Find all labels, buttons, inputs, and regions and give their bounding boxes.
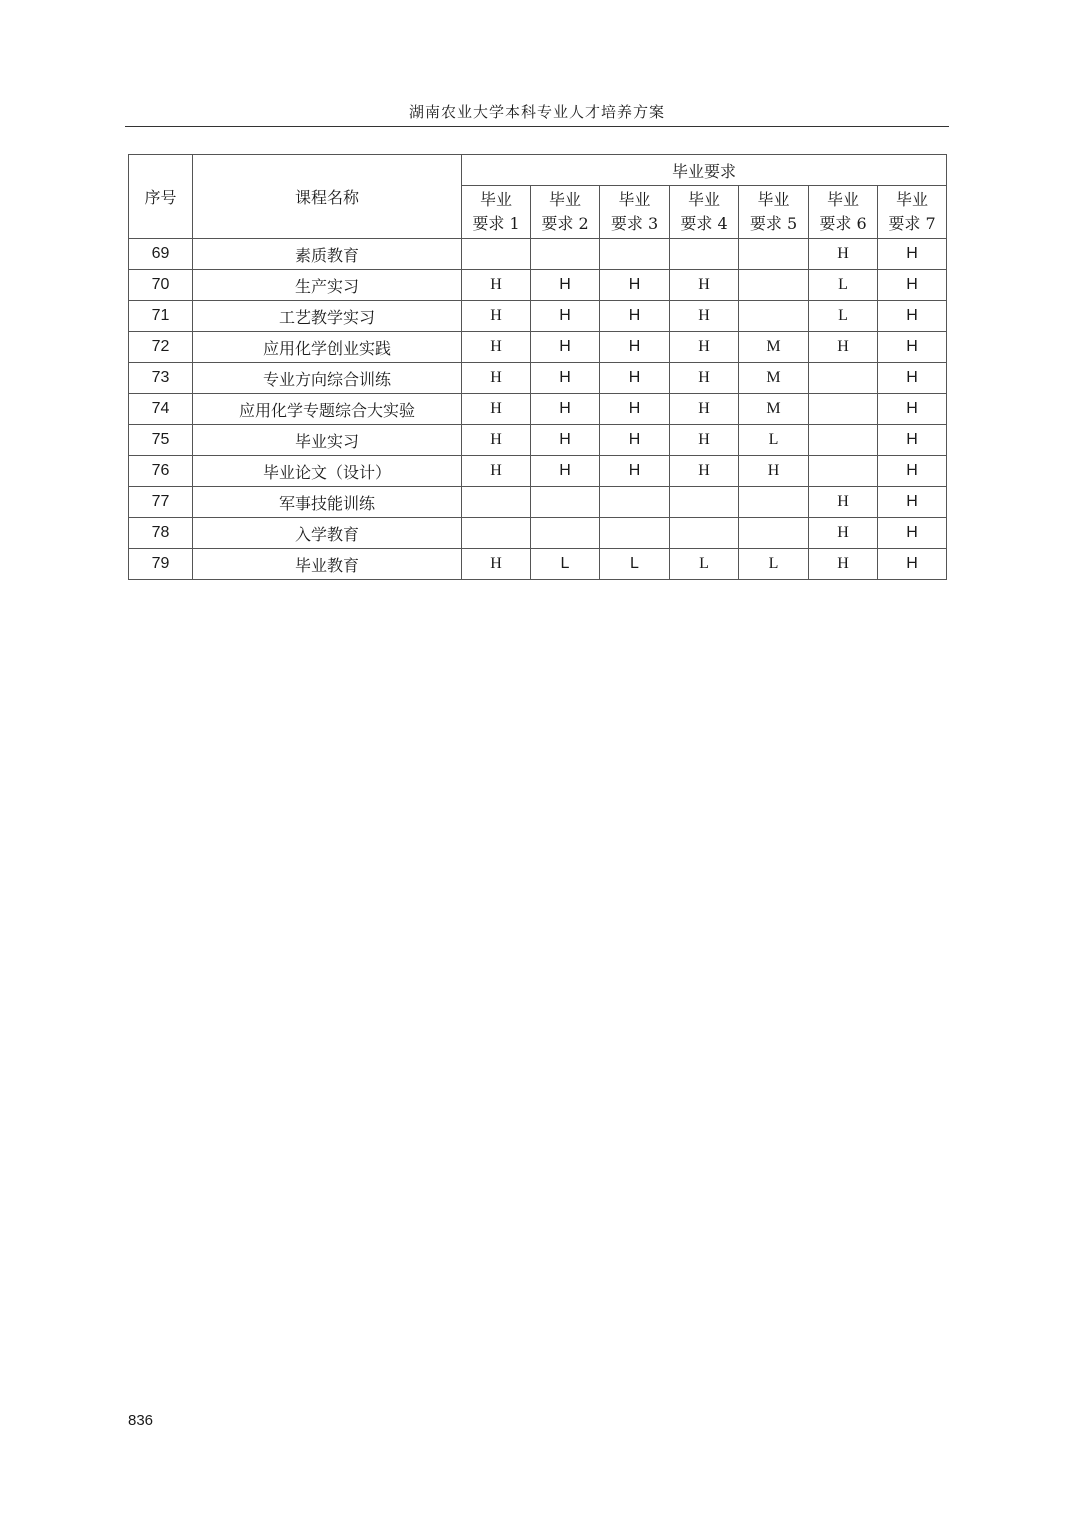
requirement-cell-7: H [878, 301, 947, 332]
requirement-cell-6: H [809, 487, 878, 518]
requirement-cell-2: H [531, 301, 600, 332]
requirement-cell-2 [531, 518, 600, 549]
row-seq: 72 [129, 332, 193, 363]
row-course-name: 专业方向综合训练 [193, 363, 462, 394]
header-requirement-3 [600, 186, 670, 239]
header-requirement-line1: 毕业 [687, 190, 720, 209]
header-requirement-line2: 要求 1 [472, 214, 520, 233]
requirement-cell-1: H [462, 301, 531, 332]
table-row [129, 487, 947, 518]
requirement-cell-6 [809, 394, 878, 425]
requirement-cell-7: H [878, 239, 947, 270]
table-row [129, 518, 947, 549]
row-seq: 75 [129, 425, 193, 456]
row-seq: 71 [129, 301, 193, 332]
row-course-name: 毕业实习 [193, 425, 462, 456]
header-requirement-line1: 毕业 [896, 190, 929, 209]
header-requirement-line1: 毕业 [757, 190, 790, 209]
requirement-cell-4: H [670, 332, 739, 363]
requirement-cell-7: H [878, 487, 947, 518]
requirement-cell-7: H [878, 394, 947, 425]
requirement-cell-4 [670, 518, 739, 549]
table-row [129, 301, 947, 332]
table-row [129, 549, 947, 580]
requirement-cell-1 [462, 239, 531, 270]
requirement-cell-1: H [462, 394, 531, 425]
page-number: 836 [128, 1412, 154, 1429]
header-requirement-line2: 要求 6 [819, 214, 867, 233]
requirement-cell-5 [739, 518, 809, 549]
requirement-cell-1: H [462, 425, 531, 456]
requirement-cell-2 [531, 487, 600, 518]
requirement-cell-1 [462, 487, 531, 518]
document-title: 湖南农业大学本科专业人才培养方案 [408, 103, 665, 121]
requirement-cell-1: H [462, 549, 531, 580]
header-requirement-line1: 毕业 [826, 190, 859, 209]
row-seq: 70 [129, 270, 193, 301]
requirement-cell-2: H [531, 270, 600, 301]
requirement-cell-6: H [809, 549, 878, 580]
requirement-cell-3: H [600, 301, 670, 332]
requirement-cell-4: H [670, 301, 739, 332]
requirement-cell-2: H [531, 456, 600, 487]
requirement-cell-4: H [670, 270, 739, 301]
table-row [129, 456, 947, 487]
requirement-cell-5 [739, 301, 809, 332]
row-course-name: 毕业教育 [193, 549, 462, 580]
requirement-cell-3: H [600, 394, 670, 425]
requirement-cell-2: H [531, 332, 600, 363]
table-row [129, 425, 947, 456]
header-requirement-line2: 要求 7 [888, 214, 936, 233]
requirement-cell-4 [670, 239, 739, 270]
requirement-cell-1: H [462, 363, 531, 394]
requirement-cell-5: M [739, 394, 809, 425]
requirement-cell-1 [462, 518, 531, 549]
requirement-cell-2: L [531, 549, 600, 580]
requirement-cell-4: L [670, 549, 739, 580]
requirement-cell-7: H [878, 549, 947, 580]
requirement-cell-3: H [600, 363, 670, 394]
header-requirement-line2: 要求 2 [541, 214, 589, 233]
header-requirement-line1: 毕业 [479, 190, 512, 209]
row-course-name: 应用化学专题综合大实验 [193, 394, 462, 425]
requirement-cell-3 [600, 518, 670, 549]
header-requirement-2 [531, 186, 600, 239]
requirement-cell-6 [809, 456, 878, 487]
row-course-name: 应用化学创业实践 [193, 332, 462, 363]
requirement-cell-3: H [600, 270, 670, 301]
table-row [129, 394, 947, 425]
requirement-cell-7: H [878, 332, 947, 363]
requirement-cell-3: L [600, 549, 670, 580]
requirement-cell-2: H [531, 394, 600, 425]
requirement-cell-4: H [670, 363, 739, 394]
requirement-cell-5: M [739, 363, 809, 394]
requirement-cell-5: L [739, 549, 809, 580]
requirement-cell-4 [670, 487, 739, 518]
requirement-cell-6: H [809, 518, 878, 549]
requirement-cell-3: H [600, 332, 670, 363]
table-row [129, 363, 947, 394]
requirement-cell-5 [739, 270, 809, 301]
header-course-name: 课程名称 [193, 155, 462, 239]
header-requirement-line2: 要求 5 [749, 214, 798, 233]
requirement-cell-3: H [600, 425, 670, 456]
requirement-cell-7: H [878, 270, 947, 301]
requirement-cell-5: M [739, 332, 809, 363]
requirement-cell-4: H [670, 394, 739, 425]
requirement-cell-5: L [739, 425, 809, 456]
requirement-cell-3: H [600, 456, 670, 487]
header-requirement-line1: 毕业 [618, 190, 651, 209]
header-graduation-requirements: 毕业要求 [462, 155, 947, 186]
row-course-name: 素质教育 [193, 239, 462, 270]
requirement-cell-2: H [531, 425, 600, 456]
requirement-cell-1: H [462, 270, 531, 301]
requirement-cell-6: L [809, 301, 878, 332]
table-row [129, 332, 947, 363]
header-requirement-line1: 毕业 [548, 190, 581, 209]
header-requirement-1 [462, 186, 531, 239]
table-row [129, 270, 947, 301]
row-seq: 79 [129, 549, 193, 580]
header-requirement-6 [809, 186, 878, 239]
graduation-requirements-table [128, 154, 947, 580]
requirement-cell-6: H [809, 332, 878, 363]
header-requirement-7 [878, 186, 947, 239]
requirement-cell-2: H [531, 363, 600, 394]
row-seq: 77 [129, 487, 193, 518]
page-header [125, 100, 949, 127]
requirement-cell-7: H [878, 456, 947, 487]
requirement-cell-6 [809, 363, 878, 394]
requirement-cell-2 [531, 239, 600, 270]
requirement-cell-1: H [462, 456, 531, 487]
requirement-cell-6 [809, 425, 878, 456]
header-requirement-4 [670, 186, 739, 239]
row-course-name: 工艺教学实习 [193, 301, 462, 332]
requirement-cell-5 [739, 239, 809, 270]
requirement-cell-5: H [739, 456, 809, 487]
requirement-cell-6: L [809, 270, 878, 301]
requirement-cell-7: H [878, 518, 947, 549]
requirement-cell-3 [600, 239, 670, 270]
requirement-cell-5 [739, 487, 809, 518]
header-requirement-line2: 要求 4 [680, 214, 728, 233]
header-requirement-line2: 要求 3 [610, 214, 659, 233]
table-row [129, 239, 947, 270]
requirement-cell-7: H [878, 425, 947, 456]
row-course-name: 入学教育 [193, 518, 462, 549]
requirement-cell-4: H [670, 425, 739, 456]
row-course-name: 毕业论文（设计） [193, 456, 462, 487]
header-seq: 序号 [129, 155, 193, 239]
row-seq: 73 [129, 363, 193, 394]
requirement-cell-1: H [462, 332, 531, 363]
row-seq: 74 [129, 394, 193, 425]
row-course-name: 生产实习 [193, 270, 462, 301]
row-seq: 69 [129, 239, 193, 270]
row-course-name: 军事技能训练 [193, 487, 462, 518]
header-requirement-5 [739, 186, 809, 239]
requirement-cell-6: H [809, 239, 878, 270]
requirement-cell-7: H [878, 363, 947, 394]
row-seq: 76 [129, 456, 193, 487]
row-seq: 78 [129, 518, 193, 549]
requirement-cell-4: H [670, 456, 739, 487]
requirement-cell-3 [600, 487, 670, 518]
